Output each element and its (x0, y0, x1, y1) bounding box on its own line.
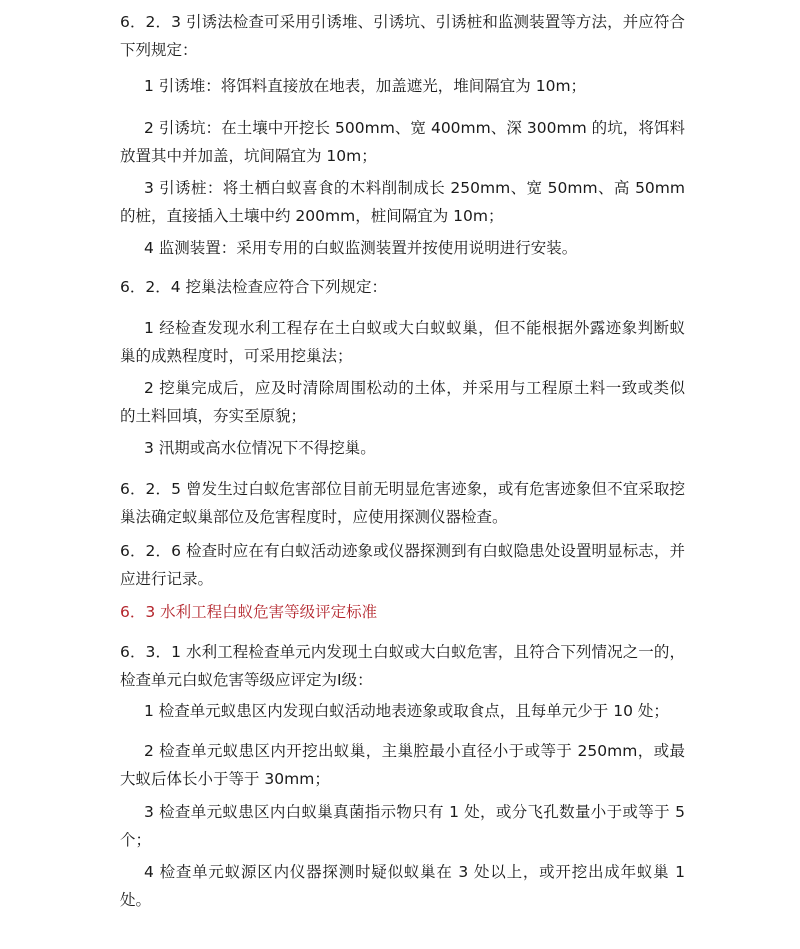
list-item-bait-pit: 2 引诱坑：在土壤中开挖长 500mm、宽 400mm、深 300mm 的坑，将饵料放置其中并加盖，坑间隔宜为 10m； (120, 119, 685, 165)
list-item-monitoring-device: 4 监测装置：采用专用的白蚁监测装置并按使用说明进行安装。 (144, 239, 578, 257)
list-item-surface-traces: 1 检查单元蚁患区内发现白蚁活动地表迹象或取食点，且每单元少于 10 处； (144, 702, 669, 720)
list-item-bait-pile: 1 引诱堆：将饵料直接放在地表，加盖遮光，堆间隔宜为 10m； (144, 77, 587, 95)
list-item-backfill: 2 挖巢完成后，应及时清除周围松动的土体，并采用与工程原土料一致或类似的土料回填，夯实至原貌； (120, 379, 685, 425)
list-item-nest-digging-use: 1 经检查发现水利工程存在土白蚁或大白蚁蚁巢，但不能根据外露迹象判断蚁巢的成熟程度时，可采用挖巢法； (120, 319, 685, 365)
list-item-fungus-indicator: 3 检查单元蚁患区内白蚁巢真菌指示物只有 1 处，或分飞孔数量小于或等于 5 个； (120, 803, 685, 849)
clause-6-2-5: 6．2．5 曾发生过白蚁危害部位目前无明显危害迹象，或有危害迹象但不宜采取挖巢法确定蚁巢部位及危害程度时，应使用探测仪器检查。 (120, 480, 685, 526)
list-item-bait-stake: 3 引诱桩：将土栖白蚁喜食的木料削制成长 250mm、宽 50mm、高 50mm 的桩，直接插入土壤中约 200mm，桩间隔宜为 10m； (120, 179, 685, 225)
list-item-flood-season: 3 汛期或高水位情况下不得挖巢。 (144, 439, 376, 457)
list-item-instrument-detection: 4 检查单元蚁源区内仪器探测时疑似蚁巢在 3 处以上，或开挖出成年蚁巢 1 处。 (120, 863, 685, 909)
clause-6-3-1: 6．3．1 水利工程检查单元内发现土白蚁或大白蚁危害，且符合下列情况之一的，检查单元白蚁危害等级应评定为Ⅰ级： (120, 643, 685, 689)
list-item-nest-size: 2 检查单元蚁患区内开挖出蚁巢，主巢腔最小直径小于或等于 250mm，或最大蚁后体长小于等于 30mm； (120, 742, 685, 788)
clause-6-2-6: 6．2．6 检查时应在有白蚁活动迹象或仪器探测到有白蚁隐患处设置明显标志，并应进行记录。 (120, 542, 685, 588)
clause-6-2-4: 6．2．4 挖巢法检查应符合下列规定： (120, 278, 388, 296)
section-heading-6-3: 6．3 水利工程白蚁危害等级评定标准 (120, 603, 378, 621)
clause-6-2-3: 6．2．3 引诱法检查可采用引诱堆、引诱坑、引诱桩和监测装置等方法，并应符合下列规定： (120, 13, 685, 59)
